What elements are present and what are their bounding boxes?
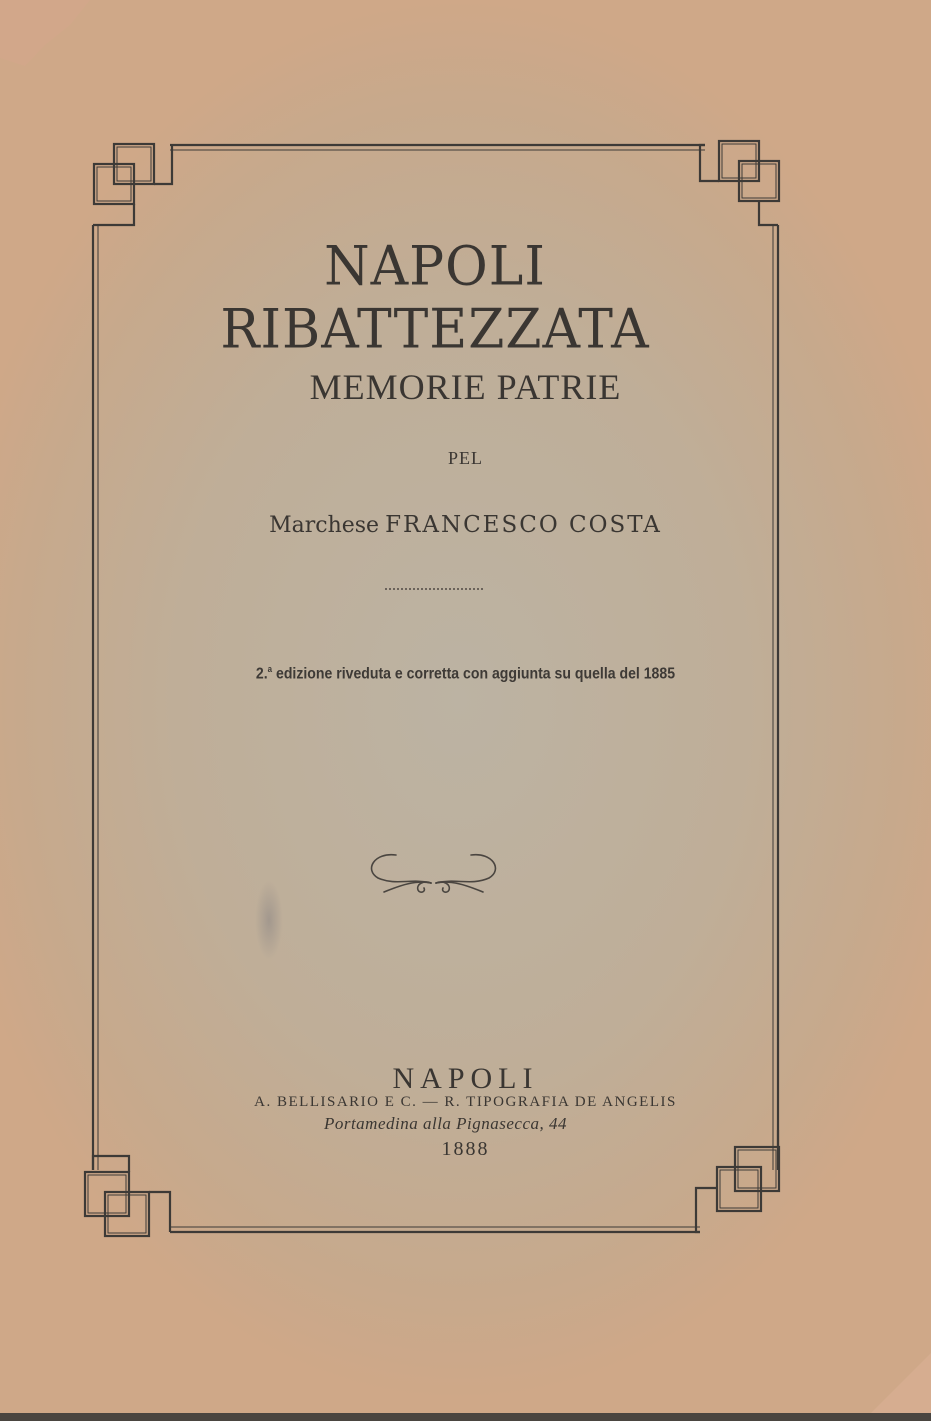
edition-superscript: a xyxy=(267,664,273,674)
book-subtitle: MEMORIE PATRIE xyxy=(309,367,622,407)
edition-text: edizione riveduta e corretta con aggiunta su quella del 1885 xyxy=(272,665,676,683)
edition-number: 2. xyxy=(255,665,268,683)
author xyxy=(0,512,931,538)
imprint-year: 1888 xyxy=(441,1138,490,1160)
edition-note xyxy=(56,664,875,683)
scroll-flourish-icon xyxy=(356,850,511,900)
imprint-publisher: A. BELLISARIO E C. — R. TIPOGRAFIA DE ANGELIS xyxy=(254,1094,677,1110)
dotted-rule xyxy=(385,588,483,590)
author-title: Marchese xyxy=(269,513,380,538)
by-line: PEL xyxy=(447,448,483,468)
ink-smudge xyxy=(255,880,283,960)
author-name: FRANCESCO COSTA xyxy=(385,512,662,538)
book-title: NAPOLI RIBATTEZZATA xyxy=(220,235,650,361)
imprint-city: NAPOLI xyxy=(392,1062,539,1095)
imprint-address: Portamedina alla Pignasecca, 44 xyxy=(323,1114,568,1133)
